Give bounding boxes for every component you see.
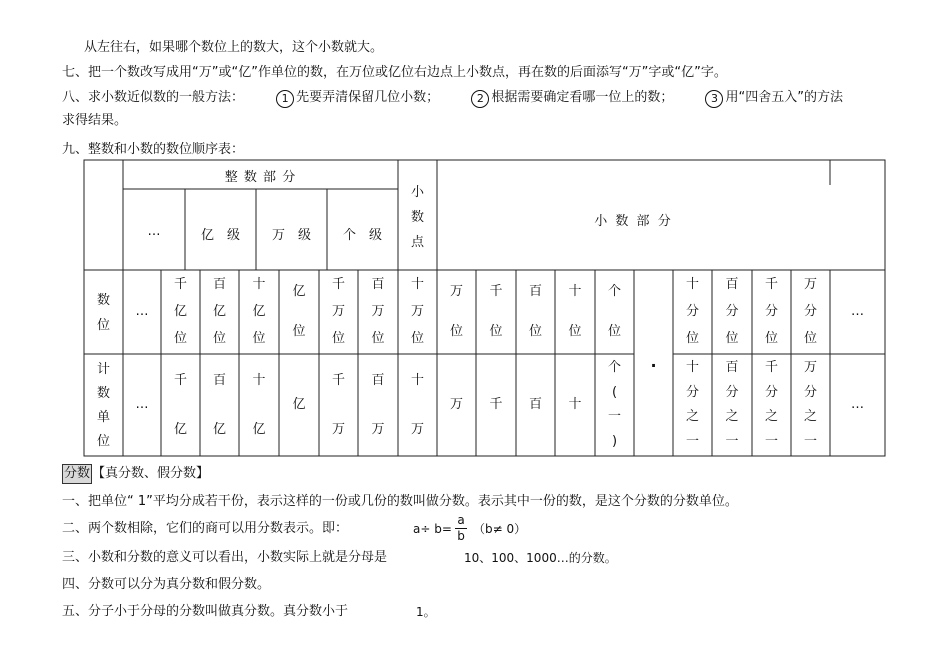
unit-cell-char: 之 [685,409,699,425]
place-cell-char: 百 [725,277,739,293]
unit-cell-char: 之 [803,409,817,425]
wan-ji-header: 万 级 [271,228,311,243]
unit-cell-char: 百 [212,372,226,388]
place-cell-char: 万 [371,303,385,319]
unit-cell-char: 万 [371,421,385,437]
circled-number-1: 1 [276,90,294,108]
place-cell-char: 位 [528,324,542,339]
unit-cell-char: 千 [489,397,503,412]
place-cell [595,272,634,352]
place-cell [437,272,476,352]
place-cell-char: 位 [725,330,739,346]
fraction-line-2: 二、两个数相除，它们的商可以用分数表示。即： [62,521,349,536]
unit-cell [791,356,830,454]
division-formula: a÷ b= [413,522,452,536]
unit-cell-char: 千 [331,372,345,388]
fraction-numerator: a [457,513,465,527]
unit-cell [516,356,555,454]
method-step-3: 用“四舍五入”的方法 [725,90,843,105]
unit-cell-char: 一 [607,409,621,425]
place-cell [752,272,791,352]
place-cell-char: 位 [252,330,266,346]
place-cell-char: 位 [371,330,385,346]
place-cell-char: 位 [489,324,503,339]
place-cell [476,272,516,352]
unit-cell [673,356,712,454]
place-cell [830,272,885,352]
place-cell-char: 万 [410,303,424,319]
unit-cell [279,356,319,454]
unit-cell [123,356,161,454]
place-cell [239,272,279,352]
unit-cell-char: … [851,397,864,412]
unit-cell-char: 十 [252,372,266,388]
text-line-1: 从左往右，如果哪个数位上的数大，这个小数就大。 [84,40,384,55]
unit-cell-char: 千 [173,372,187,388]
text-line-5: 九、整数和小数的数位顺序表： [62,142,245,157]
text-line-2: 七、把一个数改写成用“万”或“亿”作单位的数，在万位或亿位右边点上小数点，再在数的后面添写“万”字或“亿”字。 [62,65,727,80]
place-cell-char: 万 [803,277,817,293]
circled-number-2: 2 [471,90,489,108]
unit-cell [200,356,239,454]
row-label-place: 数 位 [96,292,110,333]
fraction-line-5: 五、分子小于分母的分数叫做真分数。真分数小于 [62,604,349,619]
place-cell-char: 千 [764,277,778,293]
circled-number-3: 3 [705,90,723,108]
place-cell-char: … [135,304,149,319]
unit-cell-char: 百 [528,397,542,412]
unit-cell [712,356,752,454]
place-cell-char: 十 [685,277,699,293]
place-cell-char: 百 [528,284,542,299]
unit-cell [752,356,791,454]
place-cell-char: 位 [764,330,778,346]
place-cell-char: 万 [449,284,463,299]
unit-cell [476,356,516,454]
place-cell [279,272,319,352]
place-cell [516,272,555,352]
ge-ji-header: 个 级 [342,228,382,243]
place-cell [358,272,398,352]
place-cell [791,272,830,352]
fraction-heading-rest: 【真分数、假分数】 [92,466,210,481]
fraction-tag: 分数 [62,464,92,484]
unit-cell [830,356,885,454]
place-cell-char: 千 [331,277,345,293]
place-cell-char: … [851,304,864,319]
fraction-heading [62,464,209,484]
unit-cell-char: 万 [410,421,424,437]
text-line-4: 求得结果。 [62,113,128,128]
place-cell-char: 位 [331,330,345,346]
unit-cell-char: 千 [764,360,778,376]
place-cell-char: 位 [685,330,699,346]
place-cell-char: 亿 [173,303,187,319]
place-cell-char: 位 [173,330,187,346]
division-condition: （b≠ 0） [473,522,527,536]
place-cell-char: 百 [371,277,385,293]
unit-cell-char: 十 [568,397,582,412]
unit-cell-char: 一 [803,433,817,449]
method-step-2: 根据需要确定看哪一位上的数； [491,90,674,105]
place-cell-char: 亿 [292,284,306,299]
unit-cell-char: 之 [725,409,739,425]
unit-cell [437,356,476,454]
method-intro: 八、求小数近似数的一般方法： [62,90,245,105]
place-cell-char: 亿 [212,303,226,319]
place-cell [200,272,239,352]
decimal-part-header: 小 数 部 分 [594,214,673,229]
unit-cell [161,356,200,454]
place-cell-char: 位 [803,330,817,346]
place-cell-char: 千 [173,277,187,293]
unit-cell-char: 个 [607,360,621,376]
place-cell [555,272,595,352]
fraction-line-5-tail: 1。 [416,605,436,619]
place-cell [398,272,437,352]
fraction-line-1: 一、把单位“ 1”平均分成若干份，表示这样的一份或几份的数叫做分数。表示其中一份的数，是这个分数的分数单位。 [62,494,738,509]
unit-cell-char: 十 [410,372,424,388]
unit-cell [595,356,634,454]
place-cell-char: 分 [764,303,778,319]
place-cell-char: 十 [410,277,424,293]
unit-cell-char: 万 [449,397,463,412]
unit-cell-char: 百 [725,360,739,376]
decimal-point-dot: · [650,356,657,375]
place-cell-char: 万 [331,303,345,319]
unit-cell-char: 之 [764,409,778,425]
place-cell-char: 十 [252,277,266,293]
unit-cell-char: 分 [725,384,739,400]
unit-cell [239,356,279,454]
place-cell [123,272,161,352]
unit-cell [319,356,358,454]
unit-cell-char: 百 [371,372,385,388]
unit-cell-char: 分 [803,384,817,400]
unit-cell [555,356,595,454]
fraction-denominator: b [457,529,465,543]
place-cell-char: 位 [449,324,463,339]
unit-cell-char: 亿 [173,421,187,437]
place-cell-char: 分 [803,303,817,319]
place-cell-char: 亿 [252,303,266,319]
place-cell-char: 百 [212,277,226,293]
unit-cell-char: 亿 [212,421,226,437]
unit-cell-char: 一 [764,433,778,449]
decimal-point-header: 小 数 点 [410,184,424,250]
place-cell [712,272,752,352]
place-cell-char: 位 [568,324,582,339]
place-cell-char: 位 [212,330,226,346]
unit-cell-char: 亿 [252,421,266,437]
integer-part-header: 整 数 部 分 [224,170,297,185]
unit-cell-char: 一 [685,433,699,449]
place-cell-char: 位 [292,324,306,339]
place-cell [161,272,200,352]
unit-cell-char: 十 [685,360,699,376]
unit-cell-char: … [135,397,149,412]
place-cell [319,272,358,352]
method-step-1: 先要弄清保留几位小数； [296,90,440,105]
unit-cell-char: 分 [685,384,699,400]
unit-cell-char: ) [611,433,618,449]
place-cell [673,272,712,352]
fraction-line-4: 四、分数可以分为真分数和假分数。 [62,577,271,592]
fraction-line-3-tail: 10、100、1000…的分数。 [464,551,617,565]
place-cell-char: 分 [725,303,739,319]
place-cell-char: 个 [607,284,621,299]
place-cell-char: 十 [568,284,582,299]
row-label-unit: 计 数 单 位 [96,362,110,449]
ellipsis-cell: … [147,224,161,239]
fraction-line-3: 三、小数和分数的意义可以看出，小数实际上就是分母是 [62,550,388,565]
unit-cell-char: 一 [725,433,739,449]
unit-cell-char: 亿 [292,397,306,412]
unit-cell-char: 万 [331,421,345,437]
fraction-a-over-b [455,514,467,543]
unit-cell [358,356,398,454]
unit-cell-char: ( [611,384,618,400]
place-cell-char: 分 [685,303,699,319]
unit-cell [398,356,437,454]
unit-cell-char: 分 [764,384,778,400]
place-cell-char: 位 [607,324,621,339]
unit-cell-char: 万 [803,360,817,376]
place-cell-char: 千 [489,284,503,299]
place-cell-char: 位 [410,330,424,346]
yi-ji-header: 亿 级 [200,228,240,243]
